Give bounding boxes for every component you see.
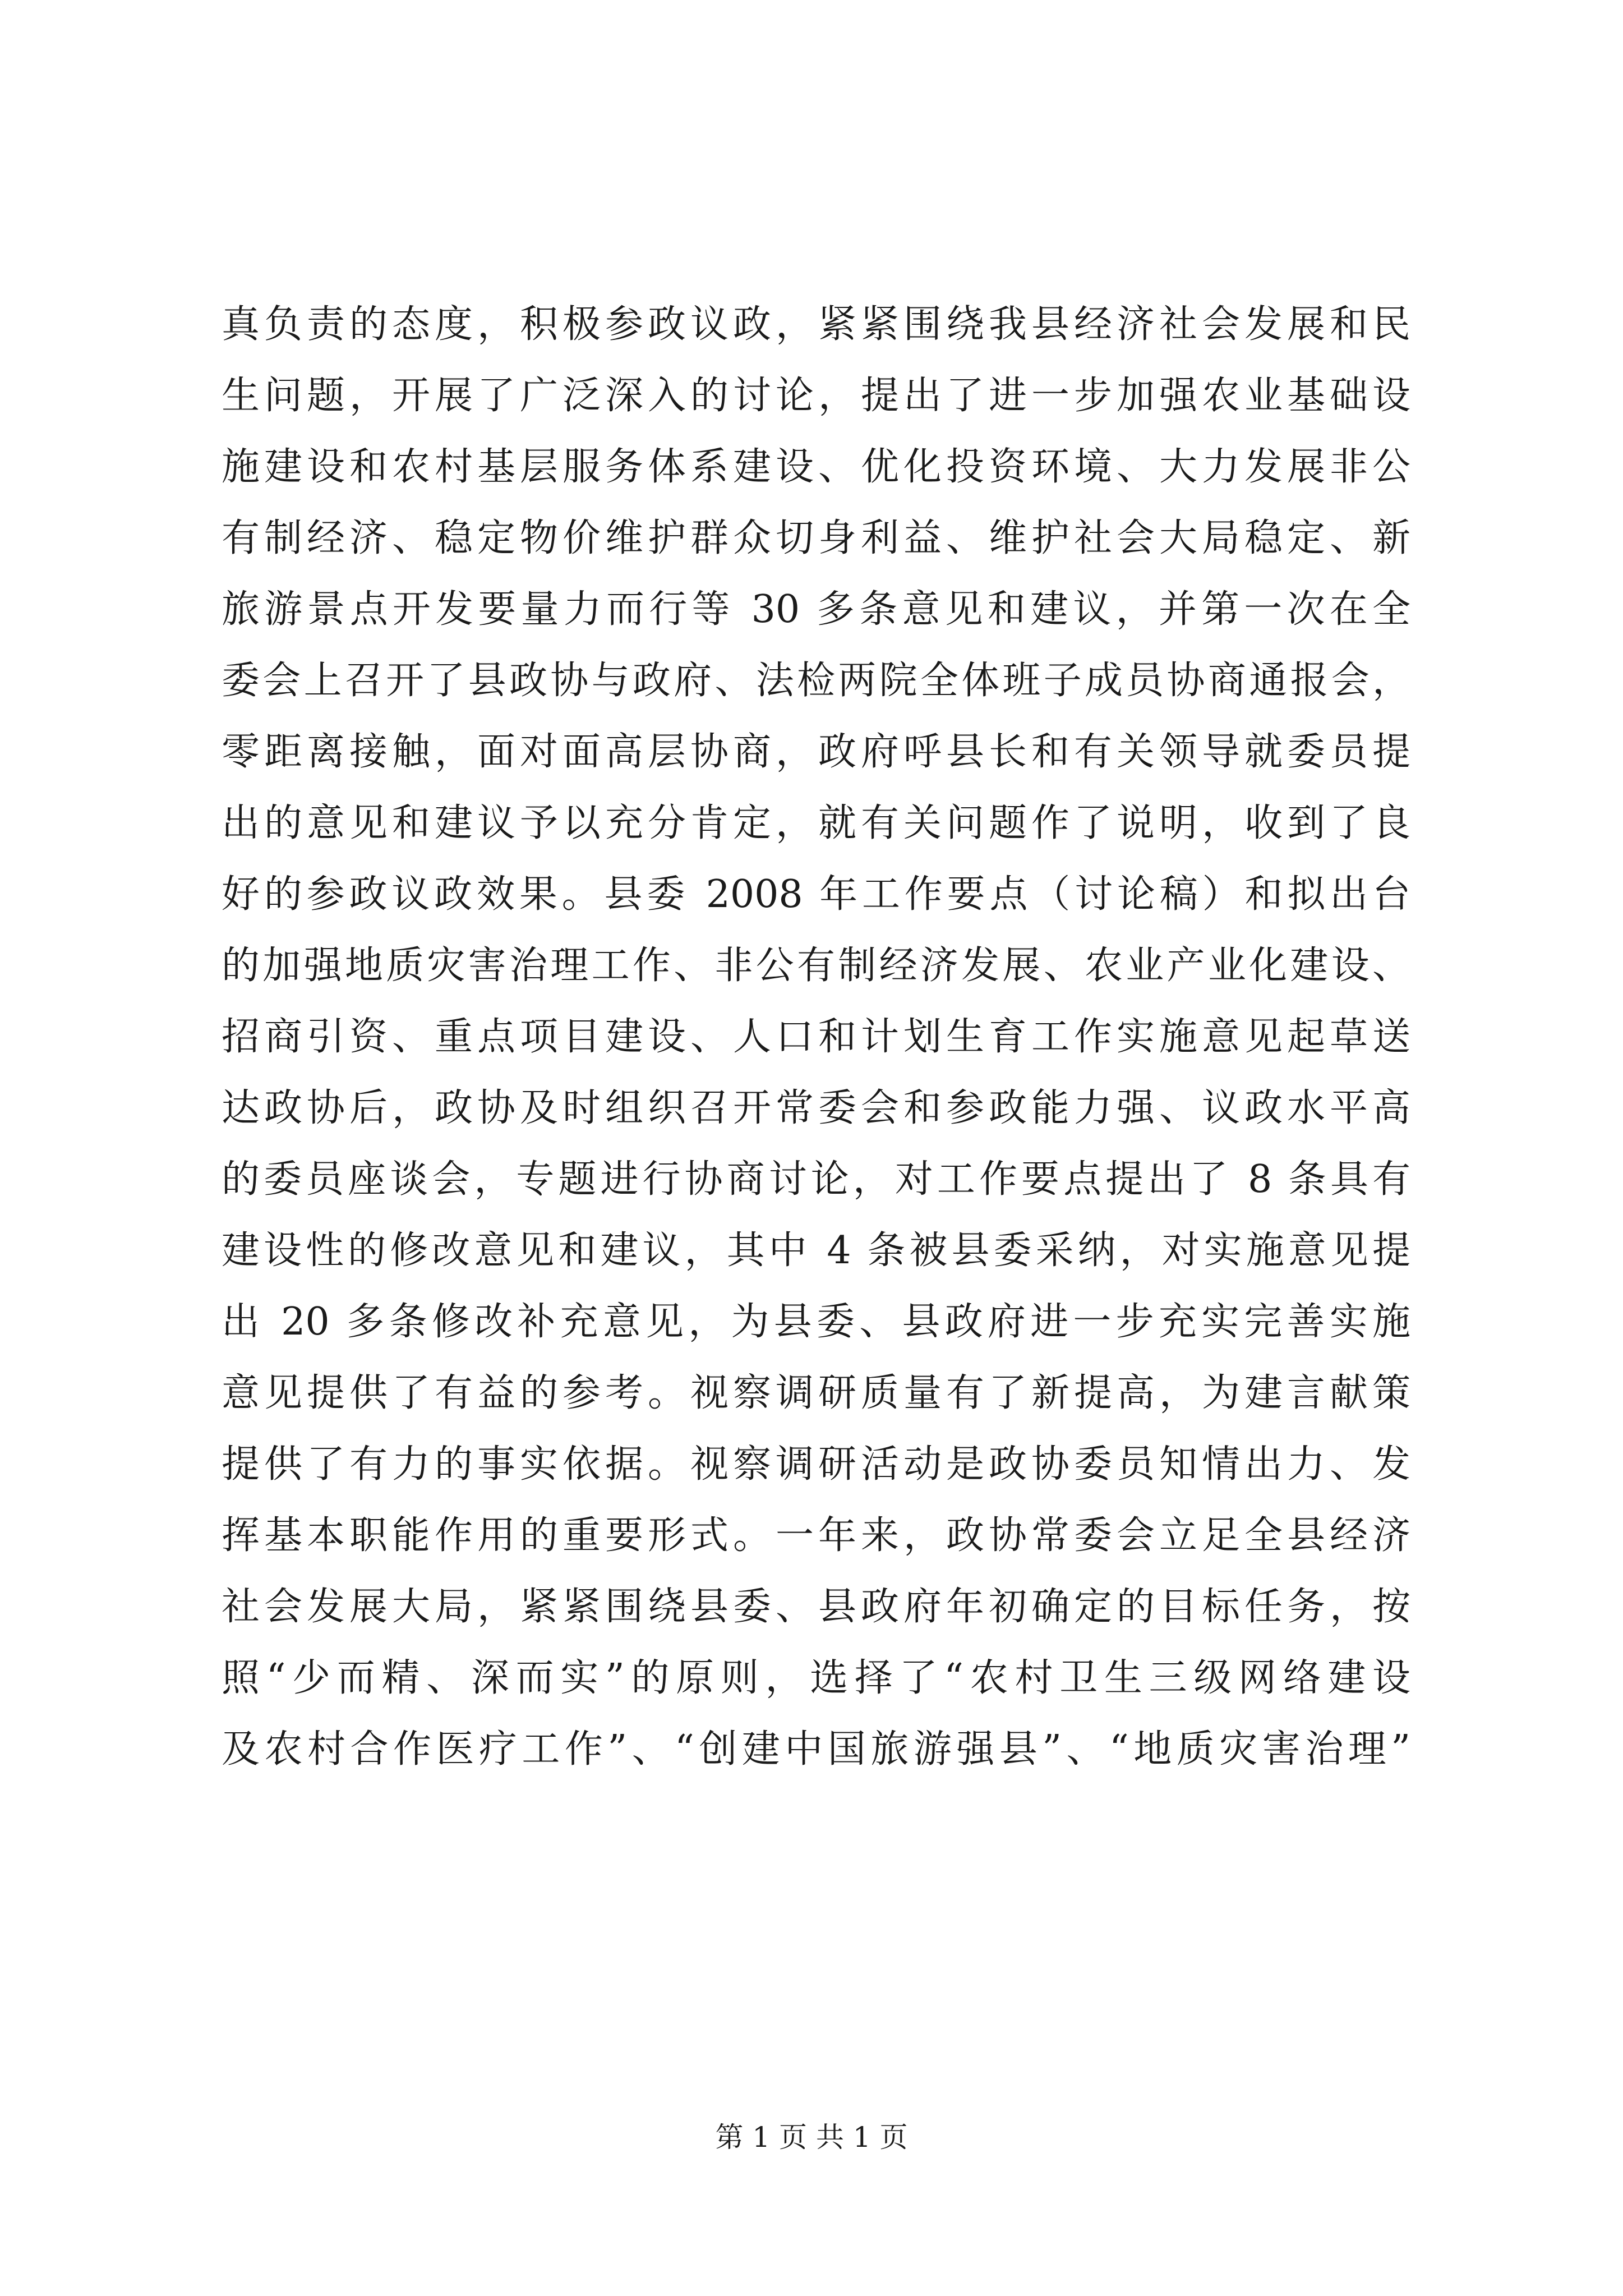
text-line: 的加强地质灾害治理工作、非公有制经济发展、农业产业化建设、 [222, 944, 1410, 988]
text-line: 招商引资、重点项目建设、人口和计划生育工作实施意见起草送 [222, 1015, 1410, 1059]
text-line: 提供了有力的事实依据。视察调研活动是政协委员知情出力、发 [222, 1442, 1410, 1487]
text-line: 旅游景点开发要量力而行等 30 多条意见和建议，并第一次在全 [222, 587, 1410, 632]
text-line: 及农村合作医疗工作”、“创建中国旅游强县”、“地质灾害治理” [222, 1727, 1410, 1772]
text-line: 达政协后，政协及时组织召开常委会和参政能力强、议政水平高 [222, 1086, 1410, 1130]
text-line: 好的参政议政效果。县委 2008 年工作要点（讨论稿）和拟出台 [222, 872, 1410, 917]
text-line: 挥基本职能作用的重要形式。一年来，政协常委会立足全县经济 [222, 1513, 1410, 1558]
text-line: 建设性的修改意见和建议，其中 4 条被县委采纳，对实施意见提 [222, 1228, 1410, 1273]
text-line: 真负责的态度，积极参政议政，紧紧围绕我县经济社会发展和民 [222, 302, 1410, 347]
text-line: 的委员座谈会，专题进行协商讨论，对工作要点提出了 8 条具有 [222, 1157, 1410, 1202]
text-line: 零距离接触，面对面高层协商，政府呼县长和有关领导就委员提 [222, 730, 1410, 774]
page-footer: 第 1 页 共 1 页 [715, 2121, 908, 2154]
text-line: 施建设和农村基层服务体系建设、优化投资环境、大力发展非公 [222, 445, 1410, 489]
text-line: 意见提供了有益的参考。视察调研质量有了新提高，为建言献策 [222, 1371, 1410, 1415]
text-line: 生问题，开展了广泛深入的讨论，提出了进一步加强农业基础设 [222, 374, 1410, 418]
text-line: 照“少而精、深而实”的原则，选择了“农村卫生三级网络建设 [222, 1656, 1410, 1700]
text-line: 社会发展大局，紧紧围绕县委、县政府年初确定的目标任务，按 [222, 1585, 1410, 1629]
text-line: 有制经济、稳定物价维护群众切身利益、维护社会大局稳定、新 [222, 516, 1410, 560]
text-line: 出 20 多条修改补充意见，为县委、县政府进一步充实完善实施 [222, 1300, 1410, 1344]
text-line: 委会上召开了县政协与政府、法检两院全体班子成员协商通报会， [222, 659, 1410, 703]
text-line: 出的意见和建议予以充分肯定，就有关问题作了说明，收到了良 [222, 801, 1410, 845]
body-paragraph [222, 289, 1410, 1785]
